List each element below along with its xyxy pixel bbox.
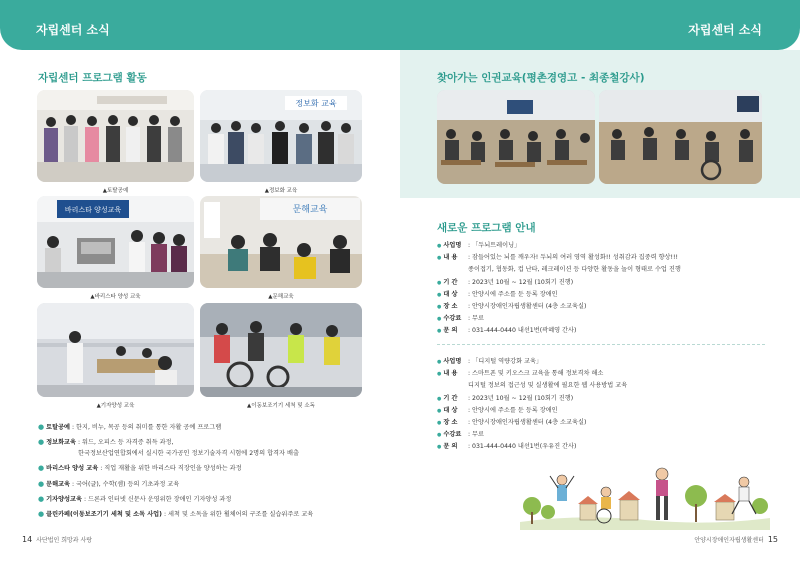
info-key: ● 문 의 [437, 444, 468, 450]
info-key: ● 사업명 [437, 359, 468, 365]
program-label: 바리스타 양성 교육 [46, 465, 99, 473]
info-value: : 「두뇌트레이닝」 [468, 241, 521, 249]
footer-org-right: 안양시장애인자립생활센터 [694, 537, 764, 544]
program-label: 토탈공예 [46, 424, 71, 431]
list-item: ● 문해교육 : 국어(글), 수학(셈) 등의 기초과정 교육 [38, 479, 180, 488]
info-value: : 무료 [468, 431, 485, 439]
program-text: : 워드, 오피스 등 자격증 취득 과정, [76, 439, 174, 447]
info-value: : 「디지털 역량강화 교육」 [468, 357, 543, 365]
footer-left [22, 535, 92, 544]
info-key: ● 문 의 [437, 328, 468, 334]
footer-org-left: 사단법인 희망과 사랑 [36, 537, 93, 544]
footer-right [694, 535, 778, 544]
program-info-brain-training [437, 240, 767, 338]
photo-barista [37, 196, 194, 288]
info-key [437, 383, 468, 389]
program-description-list [38, 423, 388, 525]
info-key: ● 장 소 [437, 420, 468, 426]
visit-education-title: 찾아가는 인권교육(평촌경영고 - 최종철강사) [437, 72, 645, 84]
program-text: : 드론과 인터넷 신문사 운영위한 장애인 기자양성 과정 [81, 495, 232, 503]
info-key: ● 사업명 [437, 243, 468, 249]
info-value: : 안양시에 주소를 둔 등록 장애인 [468, 290, 558, 298]
info-value: : 안양시장애인자립생활센터 (4층 소교육실) [468, 302, 587, 310]
new-program-title: 새로운 프로그램 안내 [437, 222, 536, 234]
photo-literacy [200, 196, 362, 288]
info-key: ● 장 소 [437, 304, 468, 310]
info-value: : 031-444-0440 내선1번(우유진 간사) [468, 443, 577, 451]
info-value: : 2023년 10월 ~ 12월 (10회기 진행) [468, 278, 574, 286]
info-key: ● 대 상 [437, 292, 468, 298]
program-subtext: 한국정보산업연합회에서 실시한 국가공인 정보기술자격 시험에 2명의 합격자 배출 [78, 450, 299, 457]
caption-crafts: ▲토탈공예 [102, 188, 129, 194]
info-value: : 스마트폰 및 키오스크 교육을 통해 정보격차 해소 [468, 370, 604, 378]
caption-literacy: ▲문해교육 [268, 294, 294, 300]
photo-information-education [200, 90, 362, 182]
caption-mobility-aid-cleaning: ▲이동보조기기 세척 및 소독 [247, 403, 315, 409]
info-key: ● 내 용 [437, 371, 468, 377]
page-number-right: 15 [767, 535, 778, 544]
list-item: ● 클린카페(이동보조기기 세척 및 소독 사업) : 세척 및 소독을 위한 휠체어의 구조를 실습위주로 교육 [38, 510, 314, 518]
info-key: ● 수강료 [437, 432, 468, 438]
caption-barista: ▲바리스타 양성 교육 [90, 294, 141, 300]
program-text: : 세척 및 소독을 위한 휠체어의 구조를 실습위주로 교육 [162, 511, 314, 518]
program-label: 정보화교육 [46, 439, 76, 447]
section-divider [437, 344, 765, 345]
photo-reporter-training [37, 303, 194, 397]
info-key: ● 내 용 [437, 255, 468, 261]
list-item: ● 기자양성교육 : 드론과 인터넷 신문사 운영위한 장애인 기자양성 과정 [38, 494, 232, 503]
info-key: ● 기 간 [437, 396, 468, 402]
header-title-right: 자립센터 소식 [688, 23, 762, 37]
photo-human-rights-class-2 [599, 90, 762, 184]
program-activities-title: 자립센터 프로그램 활동 [38, 72, 147, 84]
caption-information-education: ▲정보화 교육 [264, 188, 298, 194]
info-key: ● 대 상 [437, 408, 468, 414]
program-label: 기자양성교육 [46, 495, 82, 503]
barista-banner-text: 바리스타 양성교육 [64, 206, 122, 214]
info-value: : 안양시장애인자립생활센터 (4층 소교육실) [468, 418, 587, 426]
page-number-left: 14 [22, 535, 33, 544]
program-text: : 직업 재활을 위한 바리스타 직장인을 양성하는 과정 [98, 465, 242, 473]
info-value: 종이접기, 협동화, 컵 난타, 레크레이션 등 다양한 활동을 놀이 형태로 수업 진행 [468, 266, 681, 274]
info-value: : 잠들어있는 뇌를 깨우자! 두뇌의 여러 영역 활성화!! 성취감과 집중력 향상!!! [468, 254, 678, 262]
caption-reporter-training: ▲기자양성 교육 [96, 403, 135, 409]
info-key: ● 기 간 [437, 280, 468, 286]
list-item: ● 바리스타 양성 교육 : 직업 재활을 위한 바리스타 직장인을 양성하는 과정 [38, 464, 242, 473]
info-value: 디지털 정보의 접근성 및 실생활에 필요한 웹 사용방법 교육 [468, 382, 628, 390]
literacy-banner-text: 문해교육 [292, 205, 328, 215]
program-text: : 국어(글), 수학(셈) 등의 기초과정 교육 [70, 480, 180, 488]
program-label: 문해교육 [46, 480, 71, 488]
info-value: : 031-444-0440 내선1번(곽혜영 간사) [468, 327, 577, 335]
program-text: : 한지, 비누, 목공 등의 취미를 통한 자활 공예 프로그램 [70, 424, 222, 431]
town-people-illustration [520, 462, 770, 530]
header-title-left: 자립센터 소식 [36, 23, 110, 37]
photo-mobility-aid-cleaning [200, 303, 362, 397]
info-value: : 안양시에 주소를 둔 등록 장애인 [468, 406, 558, 414]
list-item: ● 토탈공예 : 한지, 비누, 목공 등의 취미를 통한 자활 공예 프로그램 [38, 423, 222, 431]
photo-human-rights-class-1 [437, 90, 595, 184]
info-value: : 2023년 10월 ~ 12월 (10회기 진행) [468, 394, 574, 402]
photo-crafts [37, 90, 194, 182]
list-item: ● 정보화교육 : 워드, 오피스 등 자격증 취득 과정, 한국정보산업연합회에서 실시한 국가공인 정보기술자격 시험에 2명의 합격자 배출 [38, 438, 388, 458]
page-header [0, 0, 800, 50]
info-key [437, 267, 468, 273]
info-banner-text: 정보화 교육 [295, 99, 337, 108]
info-value: : 무료 [468, 315, 485, 323]
info-key: ● 수강료 [437, 316, 468, 322]
program-info-digital-literacy [437, 356, 767, 454]
program-label: 클린카페(이동보조기기 세척 및 소독 사업) [46, 511, 162, 518]
